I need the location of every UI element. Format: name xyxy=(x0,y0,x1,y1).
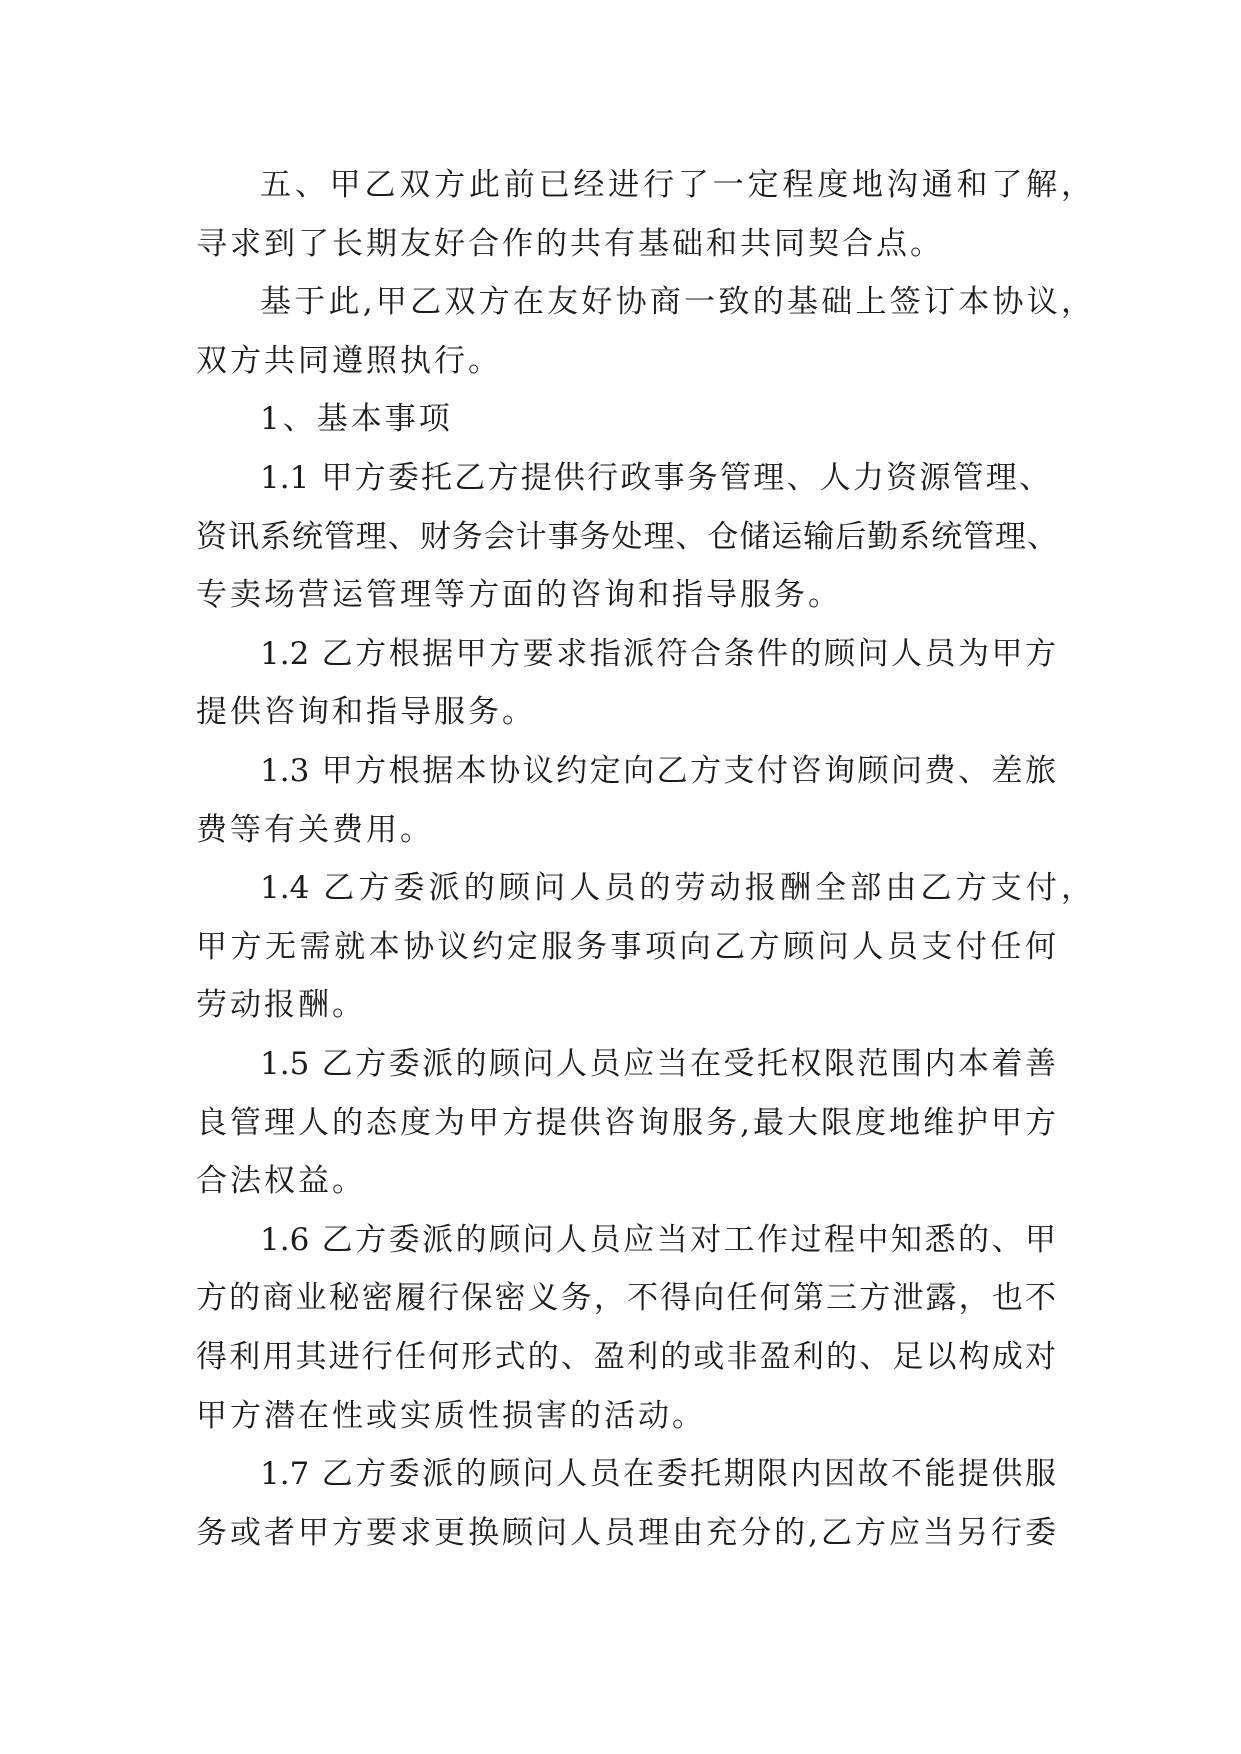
paragraph-line: 1.5 乙方委派的顾问人员应当在受托权限范围内本着善 xyxy=(260,1046,1056,1082)
paragraph-line: 五、甲乙双方此前已经进行了一定程度地沟通和了解， xyxy=(260,167,1092,203)
paragraph-line: 良管理人的态度为甲方提供咨询服务,最大限度地维护甲方 xyxy=(196,1105,1056,1141)
paragraph-line: 甲方无需就本协议约定服务事项向乙方顾问人员支付任何 xyxy=(196,929,1056,965)
paragraph-line: 得利用其进行任何形式的、盈利的或非盈利的、足以构成对 xyxy=(196,1339,1056,1375)
paragraph-line: 合法权益。 xyxy=(196,1163,366,1199)
paragraph-line: 提供咨询和指导服务。 xyxy=(196,694,536,730)
paragraph-line: 1.6 乙方委派的顾问人员应当对工作过程中知悉的、甲 xyxy=(260,1222,1056,1258)
paragraph-line: 基于此,甲乙双方在友好协商一致的基础上签订本协议， xyxy=(260,284,1092,320)
paragraph-line: 专卖场营运管理等方面的咨询和指导服务。 xyxy=(196,577,842,613)
paragraph-line: 双方共同遵照执行。 xyxy=(196,343,502,379)
paragraph-line: 1.7 乙方委派的顾问人员在委托期限内因故不能提供服 xyxy=(260,1456,1056,1492)
paragraph-line: 费等有关费用。 xyxy=(196,812,434,848)
paragraph-line: 劳动报酬。 xyxy=(196,987,366,1023)
paragraph-line: 寻求到了长期友好合作的共有基础和共同契合点。 xyxy=(196,226,944,262)
paragraph-line: 甲方潜在性或实质性损害的活动。 xyxy=(196,1398,706,1434)
paragraph-line: 方的商业秘密履行保密义务，不得向任何第三方泄露，也不 xyxy=(196,1280,1056,1316)
paragraph-line: 1.2 乙方根据甲方要求指派符合条件的顾问人员为甲方 xyxy=(260,636,1056,672)
paragraph-line: 务或者甲方要求更换顾问人员理由充分的,乙方应当另行委 xyxy=(196,1515,1056,1551)
section-heading-text: 1、基本事项 xyxy=(260,401,453,437)
paragraph-line: 资讯系统管理、财务会计事务处理、仓储运输后勤系统管理、 xyxy=(196,519,1058,555)
paragraph-line: 1.1 甲方委托乙方提供行政事务管理、人力资源管理、 xyxy=(260,460,1050,496)
paragraph-line: 1.3 甲方根据本协议约定向乙方支付咨询顾问费、差旅 xyxy=(260,753,1056,789)
paragraph-line: 1.4 乙方委派的顾问人员的劳动报酬全部由乙方支付， xyxy=(260,870,1092,906)
